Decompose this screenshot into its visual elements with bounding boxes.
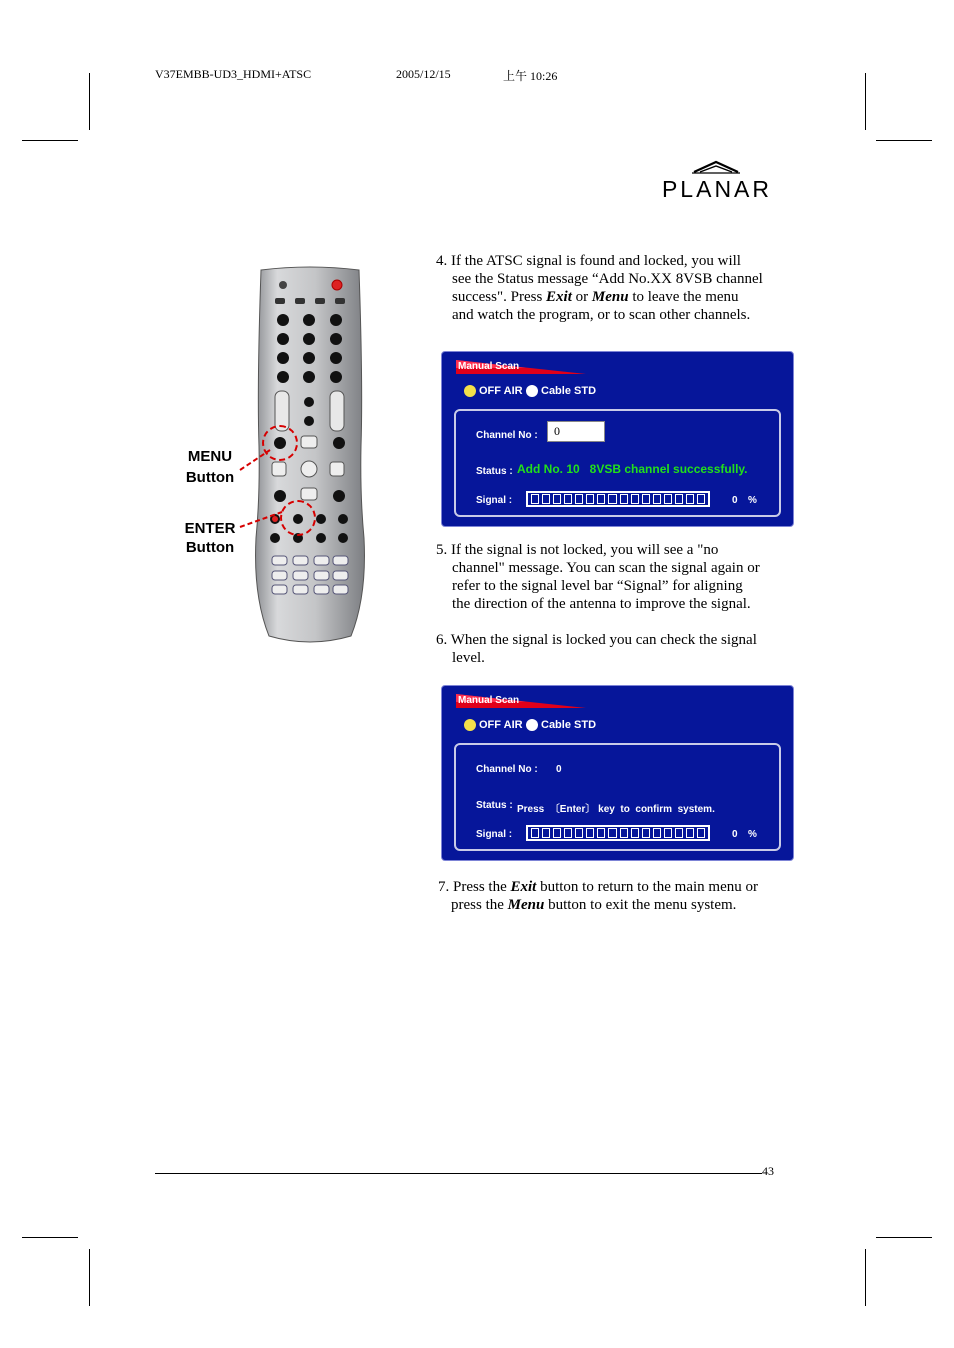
exit-term: Exit — [546, 289, 572, 305]
signal-bar-segment — [664, 494, 672, 504]
signal-bar-segment — [553, 828, 561, 838]
signal-bar-segment — [653, 828, 661, 838]
signal-label: Signal : — [476, 495, 513, 506]
signal-bar — [526, 491, 710, 507]
signal-bar-segment — [686, 494, 694, 504]
radio-cable-std: Cable STD — [526, 719, 596, 731]
header-date: 2005/12/15 — [396, 67, 451, 81]
header-model: V37EMBB-UD3_HDMI+ATSC — [155, 67, 312, 81]
step-4 — [436, 252, 786, 324]
radio-unselected-icon — [526, 719, 538, 731]
signal-bar-segment — [697, 828, 705, 838]
signal-bar-segment — [620, 828, 628, 838]
callout-menu-line1: MENU — [187, 448, 233, 465]
header-time: 上午 10:26 — [503, 69, 558, 83]
enter-button-callout — [176, 519, 244, 557]
signal-bar-segment — [531, 494, 539, 504]
step4-line2: see the Status message “Add No.XX 8VSB channel — [452, 271, 763, 287]
channel-value: 0 — [556, 764, 562, 775]
step7-line1: 7. Press the Exit button to return to the main menu or — [438, 879, 758, 895]
planar-logo — [654, 160, 780, 202]
step-7 — [438, 878, 788, 914]
signal-unit: % — [748, 829, 757, 840]
footer-rule — [155, 1173, 762, 1174]
signal-bar-segment — [597, 494, 605, 504]
manual-scan-screen-success — [441, 351, 794, 527]
step4-line3: success". Press Exit or Menu to leave the menu — [452, 289, 739, 305]
radio-unselected-icon — [526, 385, 538, 397]
signal-bar-segment — [531, 828, 539, 838]
signal-bar-segment — [608, 494, 616, 504]
channel-input: 0 — [547, 421, 605, 442]
step7-line2: press the Menu button to exit the menu system. — [451, 897, 737, 913]
signal-bar-segment — [675, 828, 683, 838]
radio-off-air: OFF AIR — [464, 719, 523, 731]
logo-text: PLANAR — [661, 176, 773, 202]
signal-bar-segment — [620, 494, 628, 504]
signal-bar-segment — [542, 494, 550, 504]
crop-mark — [22, 1237, 78, 1238]
signal-bar-segment — [642, 828, 650, 838]
radio-selected-icon — [464, 719, 476, 731]
step6-line2: level. — [452, 650, 485, 666]
crop-mark — [89, 73, 90, 130]
signal-bar-segment — [675, 494, 683, 504]
signal-bar-segment — [697, 494, 705, 504]
crop-mark — [865, 1249, 866, 1306]
step5-line1: 5. If the signal is not locked, you will see a "no — [436, 542, 719, 558]
step6-line1: 6. When the signal is locked you can check the signal — [436, 632, 757, 648]
crop-mark — [876, 1237, 932, 1238]
callout-enter-line1: ENTER — [184, 520, 236, 537]
signal-label: Signal : — [476, 829, 513, 840]
scan-panel — [454, 743, 781, 851]
signal-bar-segment — [631, 828, 639, 838]
signal-bar-segment — [553, 494, 561, 504]
status-label: Status : — [476, 800, 513, 811]
signal-bar — [526, 825, 710, 841]
manual-scan-screen-confirm — [441, 685, 794, 861]
screen-tab-title: Manual Scan — [458, 695, 520, 706]
signal-bar-segment — [542, 828, 550, 838]
step-5 — [436, 541, 786, 613]
step5-line3: refer to the signal level bar “Signal” for aligning — [452, 578, 743, 594]
radio-selected-icon — [464, 385, 476, 397]
signal-bar-segment — [586, 828, 594, 838]
signal-bar-segment — [597, 828, 605, 838]
signal-bar-segment — [653, 494, 661, 504]
radio-off-air: OFF AIR — [464, 385, 523, 397]
signal-unit: % — [748, 495, 757, 506]
step5-line2: channel" message. You can scan the signal again or — [452, 560, 760, 576]
crop-mark — [22, 140, 78, 141]
menu-button-callout — [176, 446, 244, 488]
signal-bar-segment — [608, 828, 616, 838]
menu-term: Menu — [507, 897, 545, 913]
signal-bar-segment — [564, 494, 572, 504]
scan-panel — [454, 409, 781, 517]
crop-mark — [89, 1249, 90, 1306]
status-message: Add No. 10 8VSB channel successfully. — [517, 462, 748, 476]
signal-bar-segment — [575, 494, 583, 504]
signal-bar-segment — [664, 828, 672, 838]
menu-term: Menu — [591, 289, 629, 305]
callout-menu-line2: Button — [185, 469, 235, 486]
step-6 — [436, 631, 786, 667]
step4-line4: and watch the program, or to scan other channels. — [452, 307, 751, 323]
signal-bar-segment — [686, 828, 694, 838]
radio-cable-std: Cable STD — [526, 385, 596, 397]
signal-bar-segment — [564, 828, 572, 838]
signal-bar-segment — [631, 494, 639, 504]
exit-term: Exit — [510, 879, 537, 895]
status-message: Press 〔Enter〕 key to confirm system. — [517, 804, 715, 815]
channel-label: Channel No : — [476, 430, 538, 441]
crop-mark — [865, 73, 866, 130]
screen-tab-title: Manual Scan — [458, 361, 520, 372]
step5-line4: the direction of the antenna to improve the signal. — [452, 596, 751, 612]
crop-mark — [876, 140, 932, 141]
signal-bar-segment — [586, 494, 594, 504]
signal-bar-segment — [642, 494, 650, 504]
page-number: 43 — [762, 1164, 774, 1178]
step4-line1: 4. If the ATSC signal is found and locked, you will — [436, 253, 741, 269]
signal-value: 0 — [732, 829, 738, 840]
callout-enter-line2: Button — [185, 539, 235, 556]
signal-bar-segment — [575, 828, 583, 838]
channel-label: Channel No : — [476, 764, 538, 775]
status-label: Status : — [476, 466, 513, 477]
signal-value: 0 — [732, 495, 738, 506]
